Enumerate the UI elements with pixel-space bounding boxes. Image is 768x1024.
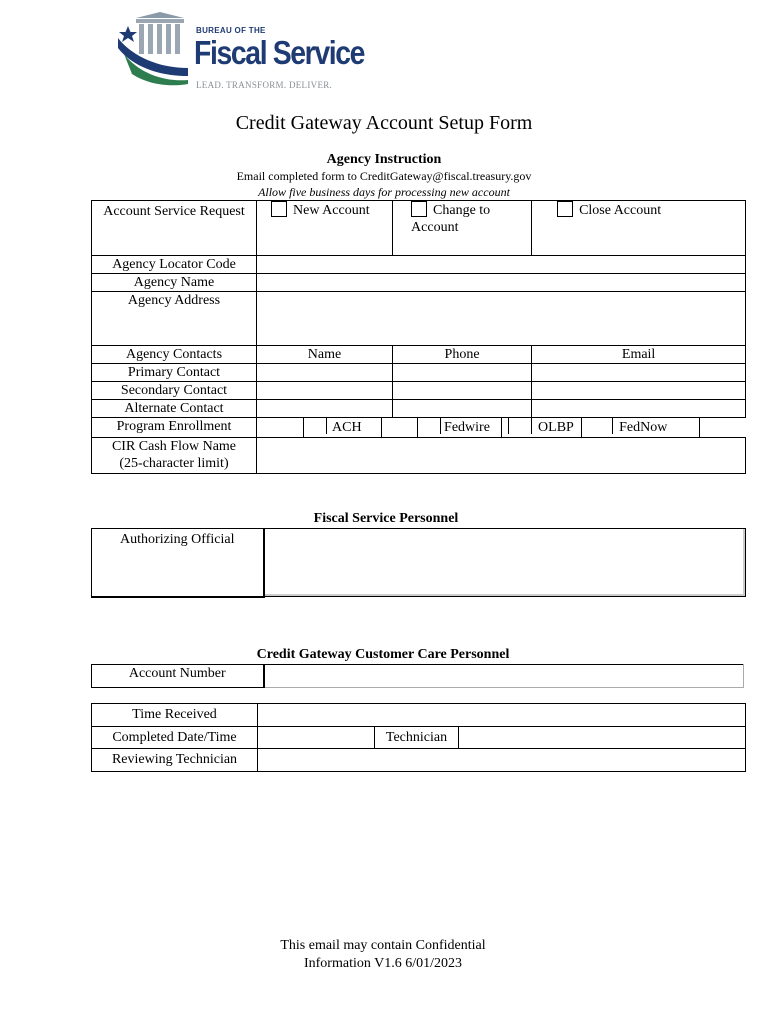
logo-fiscal-service-text: Fiscal Service	[194, 34, 365, 71]
account-number-label: Account Number	[92, 665, 264, 688]
ach-label: ACH	[332, 420, 362, 435]
instruction-note: Allow five business days for processing new account	[258, 185, 510, 199]
alternate-contact-email-field[interactable]	[532, 400, 746, 418]
fedwire-option[interactable]	[418, 418, 502, 438]
agency-address-field[interactable]	[257, 292, 746, 346]
fedwire-checkbox[interactable]	[418, 418, 441, 434]
fednow-checkbox[interactable]	[590, 418, 613, 434]
technician-field[interactable]	[459, 727, 746, 749]
contact-email-header: Email	[532, 346, 746, 364]
enrollment-spacer	[257, 418, 304, 438]
contact-name-header: Name	[257, 346, 393, 364]
alternate-contact-phone-field[interactable]	[393, 400, 532, 418]
secondary-contact-label: Secondary Contact	[92, 382, 257, 400]
new-account-label: New Account	[293, 203, 370, 218]
primary-contact-name-field[interactable]	[257, 364, 393, 382]
primary-contact-phone-field[interactable]	[393, 364, 532, 382]
agency-locator-code-label: Agency Locator Code	[92, 256, 257, 274]
fiscal-service-heading: Fiscal Service Personnel	[313, 511, 459, 526]
change-account-label: Change to Account	[411, 203, 491, 235]
close-account-label: Close Account	[579, 203, 662, 218]
new-account-checkbox[interactable]	[271, 201, 287, 217]
account-number-field[interactable]	[264, 665, 744, 688]
agency-locator-code-field[interactable]	[257, 256, 746, 274]
footer-line-1: This email may contain Confidential	[280, 938, 486, 953]
secondary-contact-email-field[interactable]	[532, 382, 746, 400]
cir-cash-flow-field[interactable]	[257, 438, 746, 474]
instruction-heading: Agency Instruction	[326, 152, 442, 167]
technician-label: Technician	[375, 727, 459, 749]
change-account-option[interactable]	[393, 201, 532, 256]
agency-address-label: Agency Address	[92, 292, 257, 346]
secondary-contact-phone-field[interactable]	[393, 382, 532, 400]
reviewing-technician-field[interactable]	[258, 749, 746, 772]
agency-name-label: Agency Name	[92, 274, 257, 292]
alternate-contact-label: Alternate Contact	[92, 400, 257, 418]
primary-contact-label: Primary Contact	[92, 364, 257, 382]
olbp-label: OLBP	[538, 420, 574, 435]
instruction-email: Email completed form to CreditGateway@fiscal.treasury.gov	[236, 169, 532, 183]
customer-care-heading: Credit Gateway Customer Care Personnel	[256, 647, 510, 662]
secondary-contact-name-field[interactable]	[257, 382, 393, 400]
ach-checkbox[interactable]	[304, 418, 327, 434]
completed-datetime-label: Completed Date/Time	[92, 727, 258, 749]
new-account-option[interactable]	[257, 201, 393, 256]
authorizing-official-label: Authorizing Official	[92, 529, 264, 597]
olbp-checkbox[interactable]	[508, 418, 532, 434]
logo-bureau-text: BUREAU OF THE	[196, 26, 266, 35]
processing-table	[91, 703, 746, 772]
contact-phone-header: Phone	[393, 346, 532, 364]
footer-line-2: Information V1.6 6/01/2023	[303, 956, 462, 971]
cir-cash-flow-label	[92, 438, 257, 474]
fednow-label: FedNow	[619, 420, 668, 435]
fedwire-spacer	[382, 418, 418, 438]
close-account-option[interactable]	[532, 201, 746, 256]
form-title: Credit Gateway Account Setup Form	[235, 112, 533, 134]
change-account-checkbox[interactable]	[411, 201, 427, 217]
reviewing-technician-label: Reviewing Technician	[92, 749, 258, 772]
fiscal-service-logo	[114, 10, 365, 94]
close-account-checkbox[interactable]	[557, 201, 573, 217]
agency-name-field[interactable]	[257, 274, 746, 292]
authorizing-official-field[interactable]	[264, 529, 746, 597]
agency-contacts-label: Agency Contacts	[92, 346, 257, 364]
time-received-field[interactable]	[258, 704, 746, 727]
alternate-contact-name-field[interactable]	[257, 400, 393, 418]
logo-tagline: LEAD. TRANSFORM. DELIVER.	[196, 80, 333, 90]
fiscal-service-table	[91, 528, 746, 598]
fedwire-label: Fedwire	[444, 420, 490, 435]
ach-option[interactable]	[304, 418, 382, 438]
fednow-option[interactable]	[582, 418, 700, 438]
completed-datetime-field[interactable]	[258, 727, 375, 749]
time-received-label: Time Received	[92, 704, 258, 727]
treasury-building-icon	[114, 10, 194, 90]
account-service-request-label: Account Service Request	[92, 201, 257, 256]
program-enrollment-label: Program Enrollment	[92, 418, 257, 438]
olbp-option[interactable]	[502, 418, 582, 438]
account-number-table	[91, 664, 744, 688]
primary-contact-email-field[interactable]	[532, 364, 746, 382]
cir-label-line2: (25-character limit)	[119, 456, 229, 471]
agency-form-table	[91, 200, 746, 474]
cir-label-line1: CIR Cash Flow Name	[111, 439, 237, 454]
